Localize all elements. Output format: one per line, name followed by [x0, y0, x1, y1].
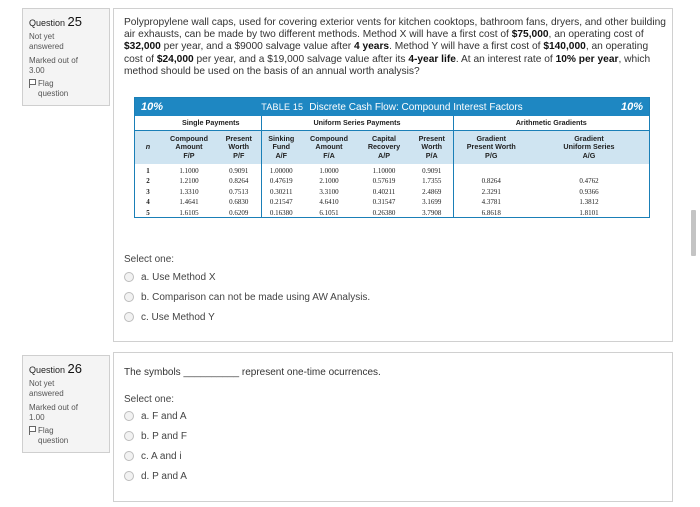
question-marks: Marked out of 1.00: [29, 403, 78, 422]
column-header: Capital Recovery A/P: [357, 130, 411, 164]
factor-cell: 0.47619: [269, 177, 293, 186]
factor-cell: 2.3291: [481, 187, 501, 196]
factor-cell: 3.1699: [411, 196, 453, 206]
factor-cell: 2.4869: [411, 186, 453, 196]
period-cell: 3: [146, 187, 150, 196]
table-title: Discrete Cash Flow: Compound Interest Factors: [309, 101, 523, 113]
table-row: [135, 186, 649, 196]
option-label: c. A and i: [141, 450, 182, 462]
factor-cell: 2.1000: [319, 177, 339, 186]
factor-cell: 1.6105: [179, 208, 199, 217]
table-row: [135, 207, 649, 217]
factor-cell: 1.8101: [579, 208, 599, 217]
factor-cell: 0.26380: [372, 208, 396, 217]
question-status: Not yet answered: [29, 379, 64, 398]
factor-cell: 0.8264: [217, 175, 261, 185]
factor-cell: 0.6830: [217, 196, 261, 206]
factor-table: [135, 116, 649, 217]
group-header: Single Payments: [161, 116, 261, 130]
question-25-text: Polypropylene wall caps, used for covering exterior vents for kitchen cooktops, bathroom fans, dryers, and other building air exhausts, can be made by two different methods. Method X will have a first cost of $75,000, an operating cost of $32,000 per year, and a $9000 salvage value after 4 years. Method Y will have a first cost of $140,000, an operating cost of $24,000 per year, and a $19,000 salvage value after its 4-year life. At an interest rate of 10% per year, which method should be used on the basis of an annual worth analysis?: [124, 17, 666, 77]
question-25-answers: [124, 254, 370, 327]
factor-cell: 4.3781: [481, 198, 501, 207]
factor-cell: 1.7355: [411, 175, 453, 185]
radio-button[interactable]: [124, 312, 134, 322]
period-cell: 5: [146, 208, 150, 217]
factor-cell: 3.3100: [319, 187, 339, 196]
answer-blank: __________: [183, 367, 240, 378]
column-headers: [135, 130, 649, 164]
answer-option-c[interactable]: [124, 307, 370, 327]
factor-cell: 0.6209: [217, 207, 261, 217]
factor-cell: [453, 164, 529, 175]
select-one-label: Select one:: [124, 254, 175, 265]
period-cell: 1: [146, 167, 150, 175]
question-status: Not yet answered: [29, 32, 64, 51]
column-header: Present Worth P/A: [411, 130, 453, 164]
question-26-text: The symbols __________ represent one-time ocurrences.: [124, 367, 381, 378]
flag-icon: [29, 79, 36, 88]
radio-button[interactable]: [124, 451, 134, 461]
table-body: [135, 164, 649, 217]
column-header: Gradient Present Worth P/G: [453, 130, 529, 164]
factor-cell: 0.30211: [270, 187, 293, 196]
interest-rate-right: 10%: [620, 101, 643, 113]
period-cell: 2: [146, 177, 150, 186]
flag-question-25-button[interactable]: Flag question: [29, 79, 104, 99]
select-one-label: Select one:: [124, 394, 175, 405]
column-header: Compound Amount F/A: [301, 130, 357, 164]
factor-cell: 1.00000: [269, 167, 293, 175]
factor-cell: 6.1051: [319, 208, 339, 217]
answer-option-a[interactable]: [124, 406, 187, 426]
factor-cell: 0.40211: [372, 187, 396, 196]
factor-cell: 1.3812: [579, 198, 599, 207]
column-header: Compound Amount F/P: [161, 130, 217, 164]
factor-cell: 3.7908: [411, 207, 453, 217]
factor-cell: 6.8618: [481, 208, 501, 217]
question-26-answers: [124, 394, 187, 486]
question-25-info: [22, 8, 110, 106]
table-row: [135, 175, 649, 185]
factor-cell: 1.2100: [179, 177, 199, 186]
factor-cell: 4.6410: [319, 198, 339, 207]
flag-question-26-button[interactable]: Flag question: [29, 426, 104, 446]
factor-cell: 1.4641: [179, 198, 199, 207]
interest-rate-left: 10%: [141, 101, 164, 113]
page-scrollbar-thumb[interactable]: [691, 210, 696, 256]
radio-button[interactable]: [124, 292, 134, 302]
factor-cell: 0.31547: [372, 198, 396, 207]
option-label: a. Use Method X: [141, 271, 216, 283]
table-row: [135, 164, 649, 175]
column-header: Present Worth P/F: [217, 130, 261, 164]
column-header: n: [135, 130, 161, 164]
question-number: 25: [67, 14, 83, 29]
answer-option-c[interactable]: [124, 446, 187, 466]
question-marks: Marked out of 3.00: [29, 56, 78, 75]
factor-cell: 0.57619: [372, 177, 396, 186]
flag-icon: [29, 426, 36, 435]
factor-cell: 0.8264: [481, 177, 501, 186]
question-26-info: [22, 355, 110, 453]
radio-button[interactable]: [124, 471, 134, 481]
answer-option-a[interactable]: [124, 267, 370, 287]
factor-cell: 0.16380: [269, 208, 293, 217]
answer-option-d[interactable]: [124, 466, 187, 486]
table-number: TABLE 15: [261, 102, 304, 112]
option-label: b. Comparison can not be made using AW Analysis.: [141, 291, 371, 303]
compound-interest-table: [134, 97, 650, 218]
table-title-bar: [135, 98, 649, 116]
radio-button[interactable]: [124, 272, 134, 282]
factor-cell: 0.9366: [579, 187, 599, 196]
answer-option-b[interactable]: [124, 287, 370, 307]
option-label: d. P and A: [141, 470, 187, 482]
factor-cell: [529, 164, 649, 175]
column-header: Sinking Fund A/F: [261, 130, 301, 164]
radio-button[interactable]: [124, 431, 134, 441]
option-label: c. Use Method Y: [141, 311, 215, 323]
table-row: [135, 196, 649, 206]
factor-cell: 1.1000: [179, 167, 199, 175]
question-26-heading: Question 26: [29, 361, 83, 376]
factor-cell: 0.4762: [579, 177, 599, 186]
factor-cell: 0.21547: [269, 198, 293, 207]
factor-cell: 1.10000: [372, 167, 396, 175]
factor-cell: 0.7513: [217, 186, 261, 196]
factor-cell: 1.0000: [319, 167, 339, 175]
factor-cell: 1.3310: [179, 187, 199, 196]
answer-option-b[interactable]: [124, 426, 187, 446]
column-header: Gradient Uniform Series A/G: [529, 130, 649, 164]
factor-cell: 0.9091: [217, 164, 261, 175]
radio-button[interactable]: [124, 411, 134, 421]
question-number: 26: [67, 361, 83, 376]
option-label: b. P and F: [141, 430, 187, 442]
period-cell: 4: [146, 198, 150, 207]
question-25-heading: Question 25: [29, 14, 83, 29]
factor-cell: 0.9091: [411, 164, 453, 175]
option-label: a. F and A: [141, 410, 187, 422]
group-header: Uniform Series Payments: [261, 116, 453, 130]
group-header: Arithmetic Gradients: [453, 116, 649, 130]
